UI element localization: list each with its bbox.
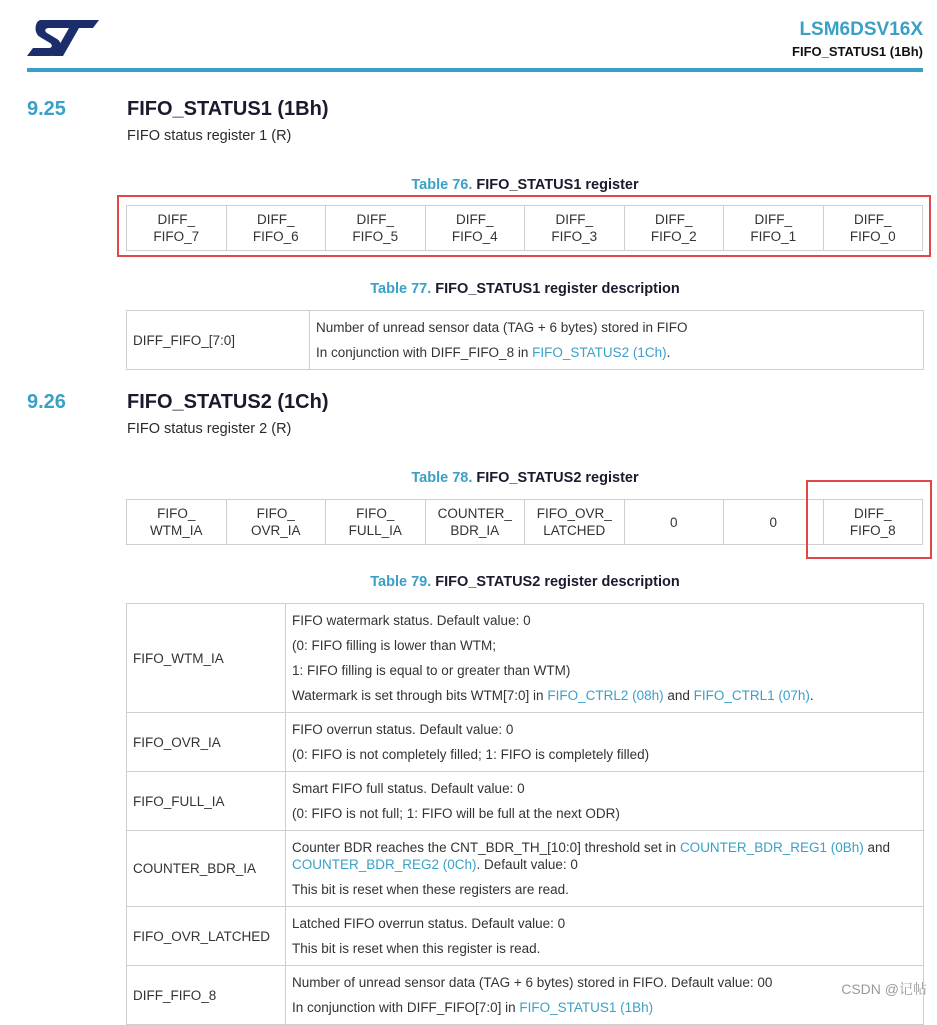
bit-cell: DIFF_ FIFO_6 — [226, 206, 326, 251]
fifo-ctrl2-link[interactable]: FIFO_CTRL2 (08h) — [547, 688, 664, 703]
description-line: Number of unread sensor data (TAG + 6 bytes) stored in FIFO. Default value: 00 — [292, 975, 773, 990]
field-name: COUNTER_BDR_IA — [127, 831, 286, 907]
table-78-caption — [0, 470, 937, 486]
table-row — [127, 966, 924, 1025]
description-line — [292, 995, 917, 1020]
field-description — [286, 772, 924, 831]
field-description — [286, 604, 924, 713]
fifo-status1-link[interactable]: FIFO_STATUS1 (1Bh) — [519, 1000, 654, 1015]
table-title: FIFO_STATUS2 register — [476, 470, 639, 486]
field-name: FIFO_OVR_IA — [127, 713, 286, 772]
bit-cell: DIFF_ FIFO_3 — [525, 206, 625, 251]
bit-cell: DIFF_ FIFO_0 — [823, 206, 923, 251]
description-text: In conjunction with DIFF_FIFO_8 in — [316, 345, 533, 360]
fifo-ctrl1-link[interactable]: FIFO_CTRL1 (07h) — [693, 688, 810, 703]
table-79-caption — [0, 574, 937, 590]
description-line — [316, 340, 917, 365]
description-line: (0: FIFO filling is lower than WTM; — [292, 638, 497, 653]
fifo-status2-description-table — [126, 603, 924, 1025]
bit-cell: FIFO_ OVR_IA — [226, 500, 326, 545]
highlight-box — [806, 480, 932, 559]
description-line: (0: FIFO is not full; 1: FIFO will be full at the next ODR) — [292, 806, 620, 821]
table-row — [127, 831, 924, 907]
highlight-box — [117, 195, 931, 257]
description-text: . Default value: 0 — [476, 857, 578, 872]
section-number: 9.25 — [27, 98, 66, 120]
description-text: and — [863, 840, 891, 855]
section-description: FIFO status register 1 (R) — [127, 128, 292, 144]
description-text: and — [663, 688, 694, 703]
table-number: Table 77. — [370, 281, 432, 297]
description-line: Number of unread sensor data (TAG + 6 bytes) stored in FIFO — [316, 320, 688, 335]
description-text: Counter BDR reaches the CNT_BDR_TH_[10:0] threshold set in — [292, 840, 680, 855]
header-rule — [27, 68, 923, 72]
table-row — [127, 772, 924, 831]
description-line: (0: FIFO is not completely filled; 1: FIFO is completely filled) — [292, 747, 650, 762]
field-description — [286, 713, 924, 772]
bit-cell: COUNTER_ BDR_IA — [425, 500, 525, 545]
description-line — [292, 683, 917, 708]
field-description — [286, 831, 924, 907]
fifo-status1-description-table — [126, 310, 924, 370]
bit-cell: FIFO_ WTM_IA — [127, 500, 227, 545]
table-row — [127, 907, 924, 966]
table-number: Table 78. — [411, 470, 473, 486]
field-description — [286, 966, 924, 1025]
description-line: Latched FIFO overrun status. Default value: 0 — [292, 916, 566, 931]
document-product-title: LSM6DSV16X — [799, 19, 923, 40]
table-76-caption — [0, 177, 937, 193]
bit-cell: FIFO_ FULL_IA — [326, 500, 426, 545]
counter-bdr-reg1-link[interactable]: COUNTER_BDR_REG1 (0Bh) — [679, 840, 864, 855]
section-title: FIFO_STATUS2 (1Ch) — [127, 391, 329, 413]
table-title: FIFO_STATUS1 register description — [435, 281, 680, 297]
field-name: FIFO_OVR_LATCHED — [127, 907, 286, 966]
section-number: 9.26 — [27, 391, 66, 413]
table-row — [127, 604, 924, 713]
table-number: Table 76. — [411, 177, 473, 193]
st-logo — [27, 18, 99, 58]
table-title: FIFO_STATUS1 register — [476, 177, 639, 193]
field-name: FIFO_FULL_IA — [127, 772, 286, 831]
bit-cell: DIFF_ FIFO_5 — [326, 206, 426, 251]
field-description — [310, 311, 924, 370]
description-line: FIFO watermark status. Default value: 0 — [292, 613, 531, 628]
bit-cell: DIFF_ FIFO_7 — [127, 206, 227, 251]
section-description: FIFO status register 2 (R) — [127, 421, 292, 437]
bit-cell: 0 — [724, 500, 824, 545]
description-line: This bit is reset when these registers are read. — [292, 882, 569, 897]
bit-cell: DIFF_ FIFO_2 — [624, 206, 724, 251]
description-line — [292, 835, 917, 877]
table-77-caption — [0, 281, 937, 297]
description-text: . — [809, 688, 814, 703]
table-row — [127, 713, 924, 772]
field-name: DIFF_FIFO_[7:0] — [127, 311, 310, 370]
bit-cell: DIFF_ FIFO_8 — [823, 500, 923, 545]
description-text: In conjunction with DIFF_FIFO[7:0] in — [292, 1000, 520, 1015]
bit-cell: DIFF_ FIFO_4 — [425, 206, 525, 251]
description-line: 1: FIFO filling is equal to or greater than WTM) — [292, 663, 571, 678]
document-register-subtitle: FIFO_STATUS1 (1Bh) — [792, 44, 923, 59]
bit-cell: DIFF_ FIFO_1 — [724, 206, 824, 251]
table-title: FIFO_STATUS2 register description — [435, 574, 680, 590]
section-title: FIFO_STATUS1 (1Bh) — [127, 98, 329, 120]
csdn-watermark: CSDN @记帖 — [841, 981, 927, 997]
description-line: This bit is reset when this register is read. — [292, 941, 541, 956]
fifo-status2-link[interactable]: FIFO_STATUS2 (1Ch) — [532, 345, 667, 360]
description-text: Watermark is set through bits WTM[7:0] in — [292, 688, 548, 703]
bit-cell: FIFO_OVR_ LATCHED — [525, 500, 625, 545]
field-name: DIFF_FIFO_8 — [127, 966, 286, 1025]
table-number: Table 79. — [370, 574, 432, 590]
fifo-status2-register-table — [126, 499, 923, 545]
field-description — [286, 907, 924, 966]
description-text: . — [666, 345, 671, 360]
counter-bdr-reg2-link[interactable]: COUNTER_BDR_REG2 (0Ch) — [292, 857, 477, 872]
bit-cell: 0 — [624, 500, 724, 545]
description-line: FIFO overrun status. Default value: 0 — [292, 722, 514, 737]
description-line: Smart FIFO full status. Default value: 0 — [292, 781, 525, 796]
field-name: FIFO_WTM_IA — [127, 604, 286, 713]
